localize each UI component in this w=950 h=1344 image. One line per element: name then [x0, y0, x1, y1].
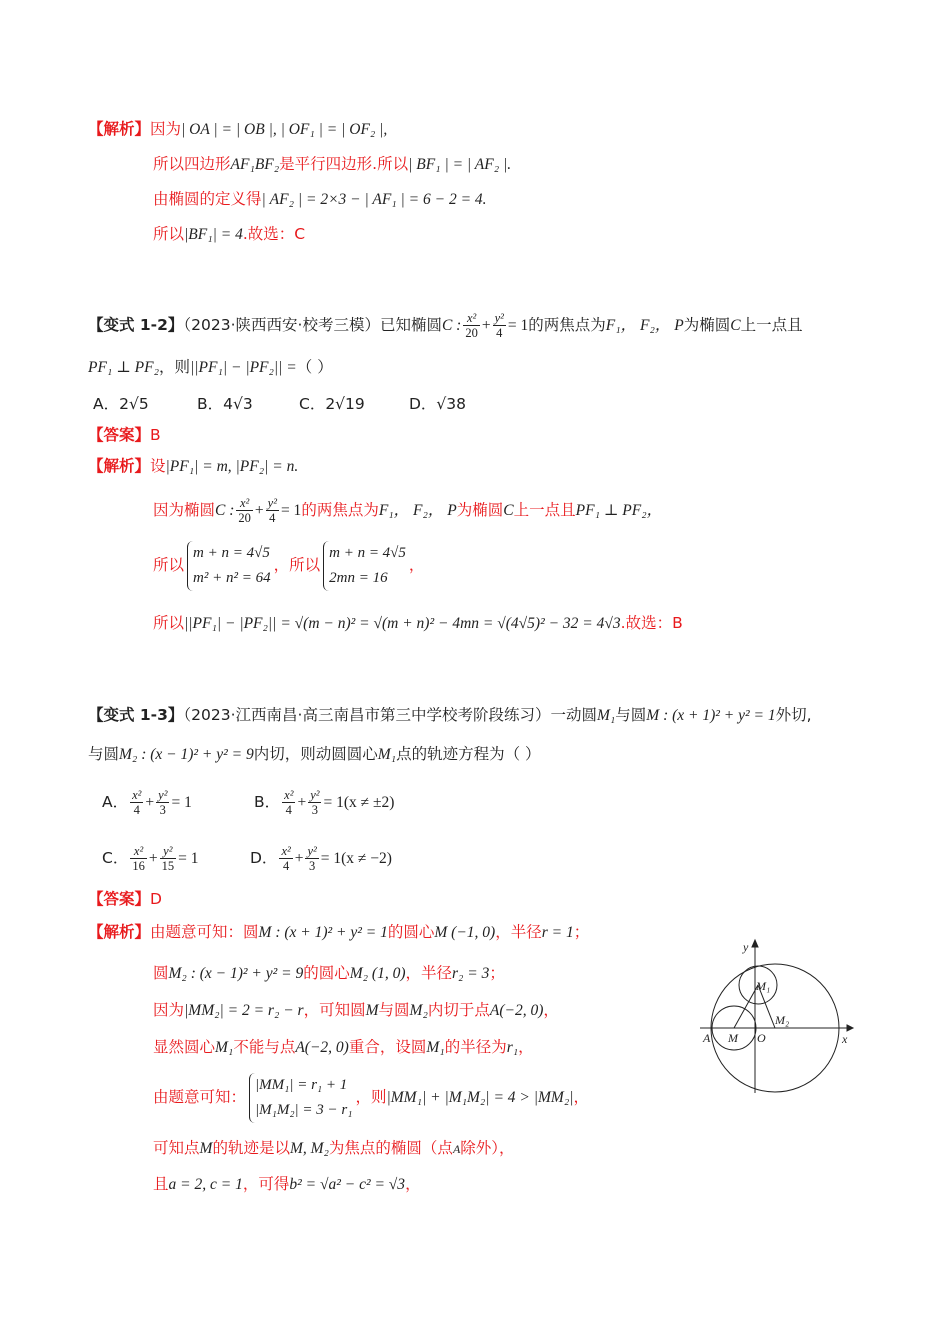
answer-value: B — [150, 426, 161, 444]
option-a[interactable]: A．2√5 — [93, 395, 149, 413]
label-o: O — [757, 1031, 766, 1045]
text: 所以四边形 — [153, 155, 231, 173]
option-a[interactable]: A． $\frac{\text{x²}}{4}$ + $\frac{\text{y²}}{3}$ = 1 — [102, 788, 192, 817]
text: 内切，则动圆圆心 — [253, 745, 378, 763]
b3-answer — [88, 888, 162, 910]
equation-system: |MM₁| = r₁ + 1 |M₁M₂| = 3 − r₁ — [249, 1073, 352, 1123]
math: AF₁BF₂ — [230, 156, 280, 173]
label-m2: M₂ — [775, 1013, 790, 1027]
answer-tag: 【答案】 — [88, 890, 151, 908]
x-axis-arrow — [847, 1025, 853, 1031]
math: | OA | = | OB |, | OF₁ | = | OF₂ |, — [181, 121, 388, 138]
fraction: $\frac{\text{y²}}{4}$ — [494, 311, 504, 340]
text: （2023·陕西西安·校考三模）已知椭圆 — [183, 316, 442, 334]
b2-line2 — [88, 356, 333, 379]
b1-line3 — [153, 188, 487, 211]
b2-sol2: 因为椭圆C : $\frac{\text{x²}}{20}$ + $\frac{\text{y²}}{4}$ = 1的两焦点为F₁， F₂， P为椭圆C上一点且PF₁ ⊥ PF₂， — [153, 496, 663, 525]
math: M₁ — [377, 746, 397, 763]
text: 上一点且 — [513, 501, 576, 519]
option-d[interactable]: D．√38 — [409, 395, 467, 413]
label-m1: M₁ — [756, 979, 771, 993]
text: 上一点且 — [740, 316, 803, 334]
b3-sol6: 可知点M的轨迹是以M, M₂为焦点的椭圆（点A除外）， — [153, 1139, 515, 1157]
text: 与圆 — [88, 745, 120, 763]
option-c[interactable]: C． $\frac{\text{x²}}{16}$ + $\frac{\text{y²}}{15}$ = 1 — [102, 844, 199, 873]
text: 与圆 — [615, 706, 647, 724]
b3-sol4: 显然圆心M₁不能与点A(−2, 0)重合，设圆M₁的半径为r₁， — [153, 1038, 534, 1056]
option-c[interactable]: C．2√19 — [299, 395, 365, 413]
label-a: A — [703, 1031, 711, 1045]
text: 设 — [150, 457, 166, 475]
fraction: $\frac{\text{x²}}{20}$ — [465, 311, 478, 340]
math: | AF₂ | = 2×3 − | AF₁ | = 6 − 2 = 4. — [261, 191, 487, 208]
equation-system: m + n = 4√5 m² + n² = 64 — [187, 541, 271, 591]
text: 所以 — [153, 614, 185, 632]
b3-sol1: 【解析】由题意可知：圆M : (x + 1)² + y² = 1的圆心M (−1, 0)，半径r = 1； — [88, 923, 590, 941]
text: 所以 — [153, 225, 185, 243]
circle-figure — [695, 935, 855, 1095]
b2-sol3 — [153, 540, 424, 591]
b2-sol1 — [88, 455, 298, 478]
math: |PF₁| = m, |PF₂| = n. — [165, 458, 299, 475]
math: ||PF₁| − |PF₂|| = — [190, 359, 297, 376]
math: C — [503, 502, 514, 519]
option-b[interactable]: B． $\frac{\text{x²}}{4}$ + $\frac{\text{y²}}{3}$ = 1(x ≠ ±2) — [254, 788, 395, 817]
answer-value: D — [150, 890, 162, 908]
option-b[interactable]: B．4√3 — [197, 395, 253, 413]
math: M₁ — [596, 707, 616, 724]
label-y: y — [743, 940, 749, 954]
text: 是平行四边形.所以 — [279, 155, 409, 173]
analysis-tag: 【解析】 — [88, 120, 151, 138]
math: C : — [441, 317, 462, 334]
text: 因为 — [150, 120, 182, 138]
text: ， — [408, 556, 425, 574]
answer-tag: 【答案】 — [88, 426, 151, 444]
variant-tag: 【变式 1-2】 — [88, 316, 184, 334]
text: 的两焦点为 — [528, 316, 606, 334]
math: M₂ : (x − 1)² + y² = 9 — [119, 746, 254, 763]
text: 外切, — [775, 706, 812, 724]
b1-line2 — [153, 153, 511, 176]
text: （2023·江西南昌·高三南昌市第三中学校考阶段练习）一动圆 — [183, 706, 597, 724]
label-m: M — [728, 1031, 738, 1045]
b2-header: 【变式 1-2】（2023·陕西西安·校考三模）已知椭圆C : $\frac{\text{x²}}{20}$ + $\frac{\text{y²}}{4}$ = 1的两焦点为F₁， F₂， P为椭圆C上一点且 — [88, 311, 803, 340]
text: ，则 — [158, 358, 190, 376]
text: ，所以 — [273, 556, 321, 574]
fraction: $\frac{\text{y²}}{4}$ — [267, 496, 277, 525]
math: ||PF₁| − |PF₂|| = √(m − n)² = √(m + n)² − 4mn = √(4√5)² − 32 = 4√3 — [184, 615, 621, 632]
math: | BF₁ | = | AF₂ |. — [408, 156, 512, 173]
b3-sol7: 且a = 2, c = 1，可得b² = √a² − c² = √3， — [153, 1175, 421, 1193]
text: 由椭圆的定义得 — [153, 190, 262, 208]
b3-sol3: 因为|MM₂| = 2 = r₂ − r，可知圆M与圆M₂内切于点A(−2, 0)， — [153, 1001, 559, 1019]
text: 为椭圆 — [456, 501, 504, 519]
b2-answer — [88, 424, 161, 446]
label-x: x — [842, 1032, 848, 1046]
b1-line1 — [88, 118, 387, 141]
fraction: $\frac{\text{x²}}{20}$ — [238, 496, 251, 525]
math: M : (x + 1)² + y² = 1 — [646, 707, 776, 724]
y-axis-arrow — [752, 940, 758, 947]
text: 因为椭圆 — [153, 501, 216, 519]
math: C : — [215, 502, 235, 519]
text: 为椭圆 — [683, 316, 731, 334]
b3-sol2: 圆M₂ : (x − 1)² + y² = 9的圆心M₂ (1, 0)，半径r₂ = 3； — [153, 964, 505, 982]
analysis-tag: 【解析】 — [88, 923, 151, 941]
text: 所以 — [153, 556, 185, 574]
math: = 1 — [280, 502, 302, 519]
option-d[interactable]: D． $\frac{\text{x²}}{4}$ + $\frac{\text{y²}}{3}$ = 1(x ≠ −2) — [250, 844, 392, 873]
math: = 1 — [507, 317, 529, 334]
text: .故选：B — [620, 614, 683, 632]
math: F₁， F₂， P — [378, 502, 457, 519]
math: F₁， F₂， P — [605, 317, 684, 334]
text: （ ） — [296, 358, 333, 376]
b3-sol5: 由题意可知： |MM₁| = r₁ + 1 |M₁M₂| = 3 − r₁ ，则|MM₁| + |M₁M₂| = 4 > |MM₂|， — [153, 1072, 589, 1123]
variant-tag: 【变式 1-3】 — [88, 706, 184, 724]
math: |BF₁| = 4 — [184, 226, 243, 243]
b3-header — [88, 704, 812, 727]
b2-sol4 — [153, 612, 683, 635]
text: .故选：C — [242, 225, 306, 243]
math: C — [730, 317, 741, 334]
equation-system: m + n = 4√5 2mn = 16 — [323, 541, 406, 591]
text: 点的轨迹方程为（ ） — [396, 745, 541, 763]
b1-line4 — [153, 223, 305, 246]
text: 的两焦点为 — [301, 501, 379, 519]
analysis-tag: 【解析】 — [88, 457, 151, 475]
b3-line2 — [88, 743, 541, 766]
math: PF₁ ⊥ PF₂ — [88, 359, 159, 376]
math: PF₁ ⊥ PF₂， — [575, 502, 663, 519]
